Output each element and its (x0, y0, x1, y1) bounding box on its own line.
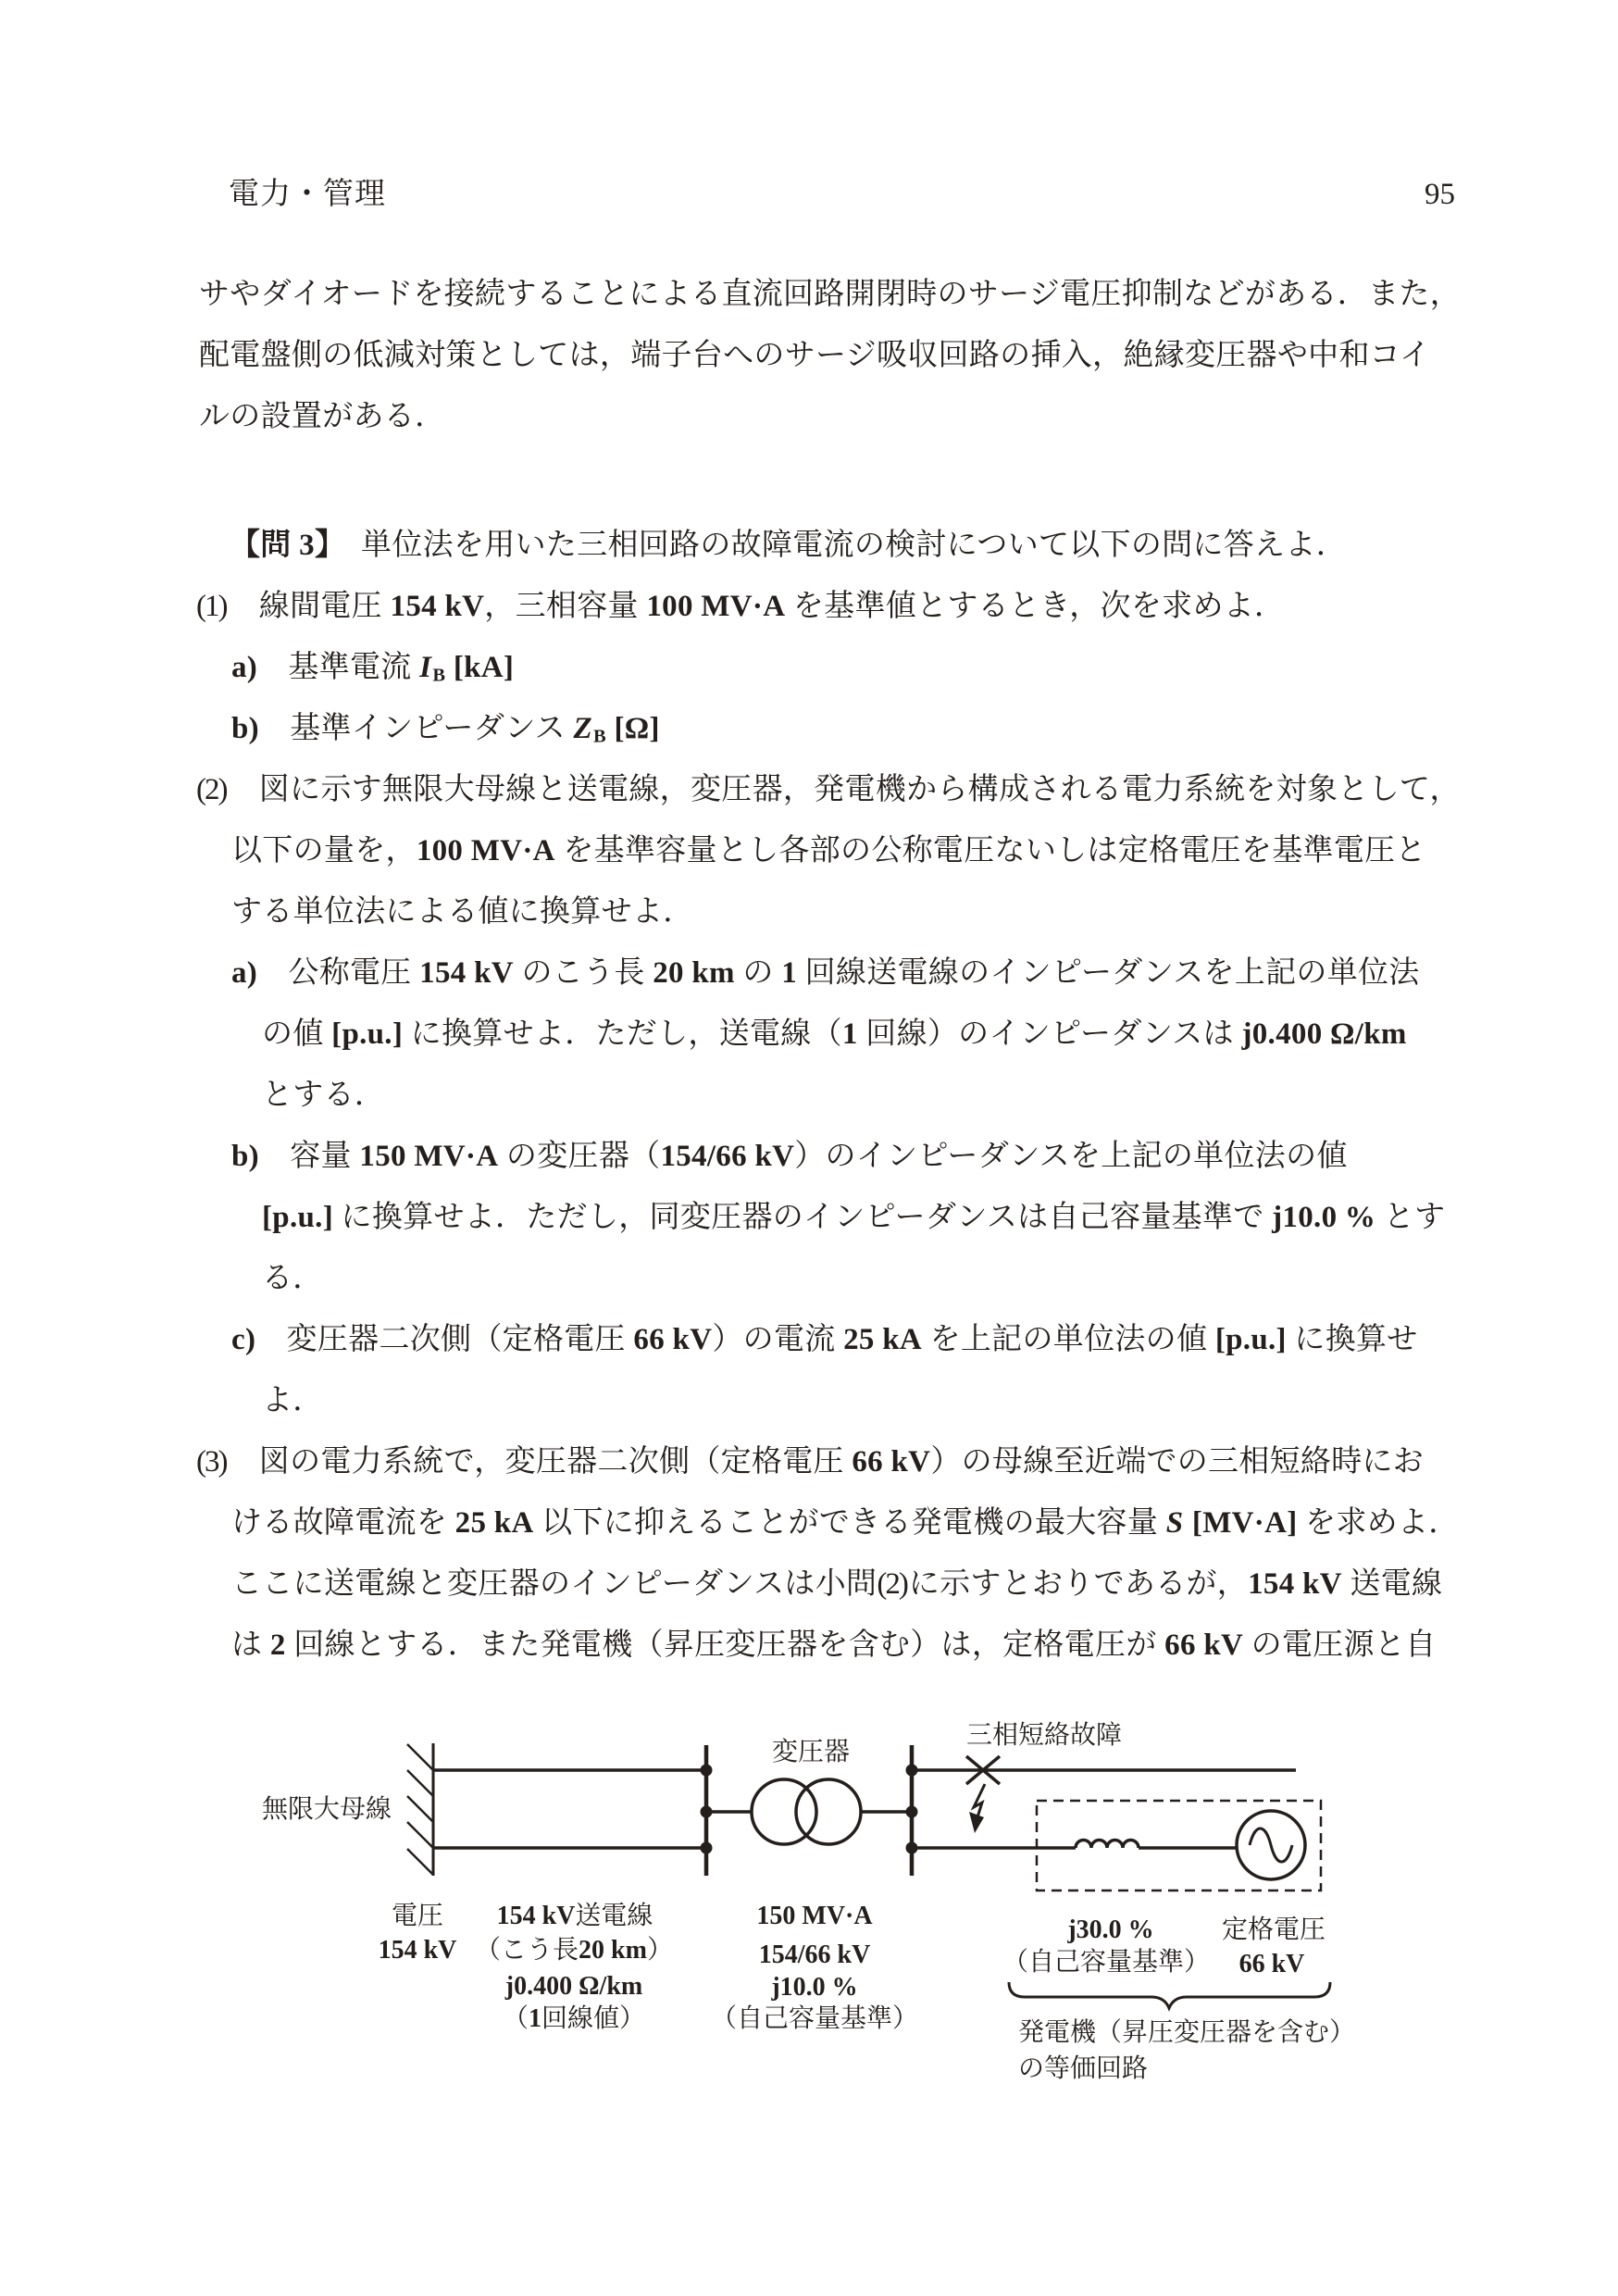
text-run: を上記の単位法の値 (922, 1323, 1215, 1356)
text-run: に換算せよ．ただし，送電線（ (403, 1017, 842, 1051)
text-run: 無限大母線 (262, 1795, 392, 1824)
text-run: 変圧器二次側（定格電圧 (255, 1323, 634, 1356)
text-run: に換算せ (1286, 1323, 1418, 1356)
text-run: 回線送電線のインピーダンスを上記の単位法 (797, 956, 1420, 990)
label-gen-impedance-2 (1002, 1944, 1210, 1981)
body-line-15 (262, 1197, 1445, 1238)
body-line-8 (196, 769, 1461, 810)
body-line-13 (262, 1075, 385, 1116)
text-run: 154 kV (1248, 1567, 1342, 1601)
body-line-21 (231, 1564, 1442, 1604)
text-run: ）の電流 (712, 1323, 844, 1356)
text-run: ここに送電線と変圧器のインピーダンスは小問 (231, 1567, 877, 1601)
body-line-16 (262, 1258, 324, 1299)
label-fault (966, 1717, 1122, 1754)
label-source-voltage-1 (392, 1898, 443, 1935)
text-run: [p.u.] (331, 1017, 404, 1051)
label-line-4 (503, 2001, 645, 2038)
text-run: j10.0 % (1272, 1201, 1376, 1234)
text-run: （こう長 (475, 1936, 579, 1965)
text-run: る． (262, 1262, 324, 1295)
infinite-bus-wall-icon (407, 1743, 433, 1876)
text-run: j0.400 Ω/km (504, 1972, 643, 2001)
text-run: 25 kA (454, 1506, 534, 1540)
page-header: 電力・管理 (229, 178, 386, 211)
text-run: とする． (262, 1079, 386, 1112)
text-run: 送電線 (1341, 1567, 1443, 1601)
text-run: 変圧器 (771, 1738, 851, 1766)
text-run: を基準容量とし各部の公称電圧ないしは定格電圧を基準電圧と (554, 834, 1426, 867)
body-line-7 (231, 708, 660, 757)
text-run: [p.u.] (1214, 1323, 1287, 1356)
text-run: 回線とする．また発電機（昇圧変圧器を含む）は，定格電圧が (285, 1628, 1165, 1662)
text-run: ） (646, 1936, 673, 1965)
text-run: [p.u.] (262, 1201, 333, 1234)
label-gen-voltage-1 (1222, 1912, 1326, 1949)
text-run: (3) (196, 1445, 227, 1479)
text-run: a) (231, 651, 258, 684)
text-run: とす (1375, 1201, 1446, 1234)
text-run: 基準インピーダンス (258, 712, 574, 745)
text-run: 図の電力系統で，変圧器二次側（定格電圧 (228, 1445, 853, 1479)
body-line-10 (231, 892, 694, 932)
text-run: ）のインピーダンスを上記の単位法の値 (794, 1140, 1348, 1173)
text-run: 公称電圧 (257, 956, 420, 990)
text-run: [kA] (453, 651, 515, 684)
text-run: [MV·A] (1191, 1506, 1298, 1540)
text-run: （ (502, 2004, 529, 2033)
text-run: （自己容量基準） (710, 2004, 919, 2033)
label-infinite-bus (262, 1791, 392, 1828)
text-run: 154 kV (378, 1936, 457, 1965)
text-run: 基準電流 (257, 651, 420, 684)
text-run: 以下の量を， (231, 834, 417, 867)
text-run: に示すとおりであるが， (908, 1567, 1249, 1601)
text-run: は (231, 1628, 270, 1662)
body-line-12 (262, 1014, 1407, 1054)
text-run: ける故障電流を (231, 1506, 455, 1540)
text-run: サやダイオードを接続することによる直流回路開閉時のサージ電圧抑制などがある．また， (199, 278, 1461, 311)
text-run: 容量 (258, 1140, 360, 1173)
text-run: (1) (196, 590, 227, 623)
ac-source-icon (1237, 1811, 1305, 1879)
text-run: 線間電圧 (228, 590, 391, 623)
text-run: Z (573, 712, 592, 745)
text-run: 25 kA (843, 1323, 923, 1356)
text-run: b) (231, 1140, 259, 1173)
text-run: 三相短絡故障 (965, 1721, 1123, 1750)
text-run: 図に示す無限大母線と送電線，変圧器，発電機から構成される電力系統を対象として， (228, 773, 1461, 806)
text-run: 以下に抑えることができる発電機の最大容量 (533, 1506, 1166, 1540)
text-run: 154 kV (390, 590, 485, 623)
text-run: 発電機（昇圧変圧器を含む） (1018, 2018, 1356, 2047)
text-run: 150 MV·A (359, 1140, 499, 1173)
text-run: よ． (262, 1384, 324, 1417)
label-gen-caption-1 (1018, 2015, 1355, 2052)
body-line-6 (231, 647, 514, 696)
text-run: 単位法を用いた三相回路の故障電流の検討について以下の問に答えよ． (330, 529, 1347, 562)
text-run: 定格電圧 (1221, 1915, 1326, 1944)
text-run: ルの設置がある． (199, 400, 446, 433)
text-run: 1 (841, 1017, 858, 1051)
body-line-9 (231, 830, 1426, 871)
ac-sine-icon (1250, 1828, 1292, 1862)
label-xfmr-2 (759, 1937, 871, 1974)
body-line-3 (199, 396, 445, 437)
body-line-14 (231, 1136, 1348, 1177)
body-line-18 (262, 1380, 324, 1421)
body-line-19 (196, 1441, 1424, 1482)
text-run: j30.0 % (1067, 1915, 1154, 1944)
text-run: 66 kV (633, 1323, 713, 1356)
label-gen-impedance-1 (1067, 1912, 1153, 1949)
text-run: 20 km (653, 956, 735, 990)
transformer-icon (706, 1779, 912, 1844)
text-run: の値 (262, 1017, 332, 1051)
text-run: I (419, 651, 432, 684)
page-number: 95 (1425, 178, 1455, 211)
text-run: j10.0 % (771, 1973, 858, 2002)
inductor-icon (1076, 1841, 1139, 1849)
text-run: ）の母線至近端での三相短絡時にお (930, 1445, 1425, 1479)
label-line-3 (505, 1968, 642, 2005)
text-run: (2) (196, 773, 227, 806)
label-xfmr-4 (711, 2001, 918, 2038)
label-line-2 (475, 1932, 673, 1969)
text-run: 送電線 (575, 1902, 653, 1930)
text-run: のこう長 (513, 956, 653, 990)
text-run: [Ω] (614, 712, 660, 745)
text-run: を基準値とするとき，次を求めよ． (785, 590, 1286, 623)
body-line-1 (199, 274, 1461, 315)
brace-icon (1009, 1982, 1330, 2008)
label-xfmr-1 (756, 1898, 872, 1935)
text-run: (2) (877, 1567, 907, 1601)
text-run: B (432, 665, 446, 686)
text-run (445, 651, 454, 684)
connection-dots (701, 1765, 918, 1854)
text-run: 150 MV·A (756, 1902, 873, 1930)
body-line-5 (196, 586, 1285, 627)
text-run: 電圧 (391, 1902, 444, 1930)
text-run: c) (231, 1323, 256, 1356)
label-gen-caption-2 (1018, 2051, 1148, 2088)
text-run: の電圧源と自 (1243, 1628, 1437, 1662)
label-source-voltage-2 (379, 1932, 457, 1969)
text-run: a) (231, 956, 258, 990)
body-line-2 (199, 335, 1430, 376)
text-run: S (1165, 1506, 1184, 1540)
label-transformer (772, 1734, 850, 1771)
text-run: の等価回路 (1018, 2054, 1149, 2083)
text-run (606, 712, 615, 745)
text-run: 配電盤側の低減対策としては，端子台へのサージ吸収回路の挿入，絶縁変圧器や中和コイ (199, 339, 1431, 372)
body-line-17 (231, 1319, 1418, 1360)
body-line-20 (231, 1503, 1460, 1543)
text-run: 154/66 kV (660, 1140, 795, 1173)
text-run: 66 kV (1164, 1628, 1244, 1662)
text-run: （自己容量基準） (1002, 1948, 1211, 1977)
text-run: 154 kV (419, 956, 514, 990)
body-line-11 (231, 953, 1420, 993)
text-run: 【問 3】 (230, 529, 330, 562)
text-run: 1 (781, 956, 798, 990)
text-run: j0.400 Ω/km (1241, 1017, 1407, 1051)
text-run: 154 kV (496, 1902, 576, 1930)
fault-arrow-icon (969, 1784, 985, 1833)
text-run: 100 MV·A (416, 834, 555, 867)
body-line-4 (230, 525, 1347, 566)
body-line-22 (231, 1625, 1436, 1666)
text-run: 66 kV (1238, 1950, 1305, 1978)
text-run: する単位法による値に換算せよ． (231, 895, 694, 929)
text-run: の (734, 956, 782, 990)
text-run: 100 MV·A (646, 590, 786, 623)
text-run: を求めよ． (1297, 1506, 1460, 1540)
text-run: b) (231, 712, 259, 745)
text-run: B (593, 726, 606, 747)
equivalent-circuit-box (1037, 1801, 1321, 1890)
text-run: 回線）のインピーダンスは (857, 1017, 1242, 1051)
text-run: 66 kV (852, 1445, 931, 1479)
text-run (1184, 1506, 1192, 1540)
generator-branch (912, 1801, 1321, 1890)
text-run: に換算せよ．ただし，同変圧器のインピーダンスは自己容量基準で (333, 1201, 1273, 1234)
short-circuit-icon (966, 1756, 1000, 1784)
text-run: 2 (269, 1628, 286, 1662)
text-run: 154/66 kV (758, 1940, 871, 1969)
transmission-line-icon (433, 1770, 706, 1848)
text-run: の変圧器（ (498, 1140, 661, 1173)
text-run: 1 (529, 2004, 541, 2033)
label-line-1 (497, 1898, 653, 1935)
text-run: 回線値） (541, 2004, 646, 2033)
text-run: ，三相容量 (484, 590, 647, 623)
label-gen-voltage-2 (1239, 1946, 1305, 1983)
text-run: 20 km (579, 1936, 647, 1965)
